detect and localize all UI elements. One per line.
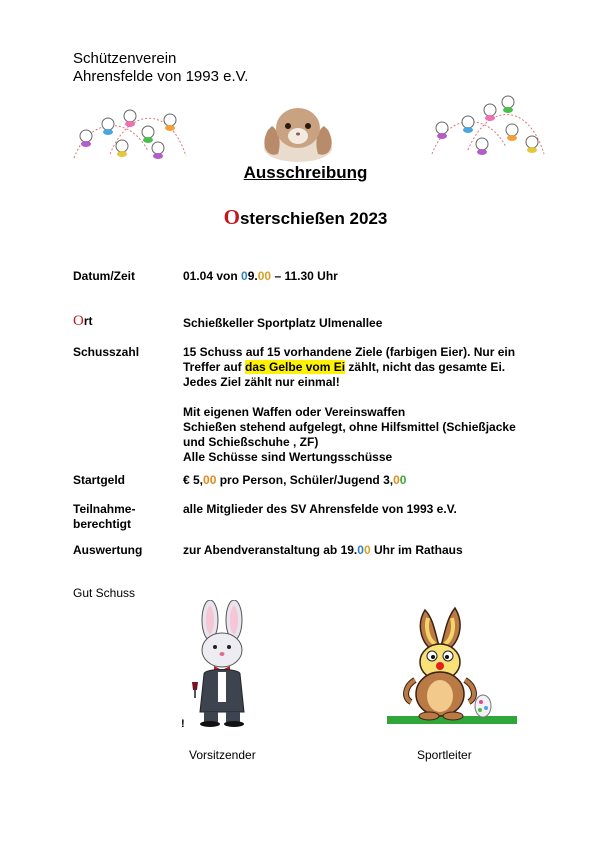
schuss-line2-post: zählt, nicht das gesamte Ei. — [345, 360, 506, 374]
ort-rest: rt — [83, 314, 93, 328]
bunny-garland-right-image — [428, 92, 548, 164]
startgeld-pre: € 5, — [183, 473, 204, 487]
highlight-gelbe-vom-ei: das Gelbe vom Ei — [245, 360, 346, 374]
label-datum: Datum/Zeit — [73, 269, 136, 283]
bunny-gentleman-image — [182, 600, 262, 728]
subtitle-rest: sterschießen 2023 — [239, 209, 388, 228]
club-name-line1: Schützenverein — [73, 50, 177, 67]
label-auswertung: Auswertung — [73, 543, 143, 557]
club-name — [73, 50, 248, 86]
label-ort — [73, 314, 93, 329]
value-auswertung — [183, 543, 553, 558]
value-startgeld — [183, 473, 553, 488]
auswertung-post: Uhr im Rathaus — [370, 543, 463, 557]
schuss-line3: Jedes Ziel zählt nur einmal! — [183, 375, 340, 389]
signature-vorsitzender: Vorsitzender — [189, 748, 256, 762]
rabbit-photo-image — [258, 100, 338, 162]
startgeld-digit-b: 0 — [209, 473, 217, 487]
datum-digit-1: 0 — [241, 269, 248, 283]
value-ort: Schießkeller Sportplatz Ulmenallee — [183, 316, 383, 330]
startgeld-digit-a: 0 — [203, 473, 210, 487]
closing-text: Gut Schuss — [73, 586, 136, 600]
schuss-line4: Mit eigenen Waffen oder Vereinswaffen — [183, 405, 406, 419]
datum-rest: – 11.30 Uhr — [271, 269, 338, 283]
label-teilnahme — [73, 502, 135, 532]
startgeld-digit-d: 0 — [399, 473, 407, 487]
schuss-line1: 15 Schuss auf 15 vorhandene Ziele (farbigen Eier). Nur ein — [183, 345, 516, 359]
startgeld-digit-c: 0 — [393, 473, 400, 487]
club-name-line2: Ahrensfelde von 1993 e.V. — [73, 68, 249, 85]
value-teilnahme: alle Mitglieder des SV Ahrensfelde von 1993 e.V. — [183, 502, 457, 516]
schuss-line5: Schießen stehend aufgelegt, ohne Hilfsmittel (Schießjacke — [183, 420, 516, 434]
bunny-sportleiter-image — [385, 606, 519, 730]
teilnahme-line2: berechtigt — [73, 517, 132, 531]
schuss-line7: Alle Schüsse sind Wertungsschüsse — [183, 450, 393, 464]
datum-digit-2: 9. — [247, 269, 258, 283]
datum-digit-3: 0 — [257, 269, 265, 283]
signature-mark: ! — [181, 718, 185, 730]
label-startgeld: Startgeld — [73, 473, 126, 487]
signature-sportleiter: Sportleiter — [417, 748, 472, 762]
schuss-line6: und Schießschuhe , ZF) — [183, 435, 319, 449]
ort-initial: O — [73, 313, 84, 329]
schuss-line2-pre: Treffer auf — [183, 360, 246, 374]
event-subtitle — [0, 205, 611, 230]
auswertung-digit-a: 0 — [357, 543, 364, 557]
auswertung-pre: zur Abendveranstaltung ab 19. — [183, 543, 358, 557]
subtitle-initial: O — [223, 205, 240, 229]
page-title: Ausschreibung — [243, 163, 368, 182]
datum-date: 01.04 von — [183, 269, 242, 283]
value-datum — [183, 269, 553, 284]
bunny-garland-left-image — [70, 96, 190, 166]
auswertung-digit-b: 0 — [363, 543, 371, 557]
schuss-line2 — [183, 360, 553, 375]
teilnahme-line1: Teilnahme- — [73, 502, 136, 516]
label-schusszahl: Schusszahl — [73, 345, 140, 359]
startgeld-mid: pro Person, Schüler/Jugend 3, — [216, 473, 394, 487]
datum-digit-4: 0 — [264, 269, 272, 283]
value-schusszahl — [183, 345, 553, 465]
